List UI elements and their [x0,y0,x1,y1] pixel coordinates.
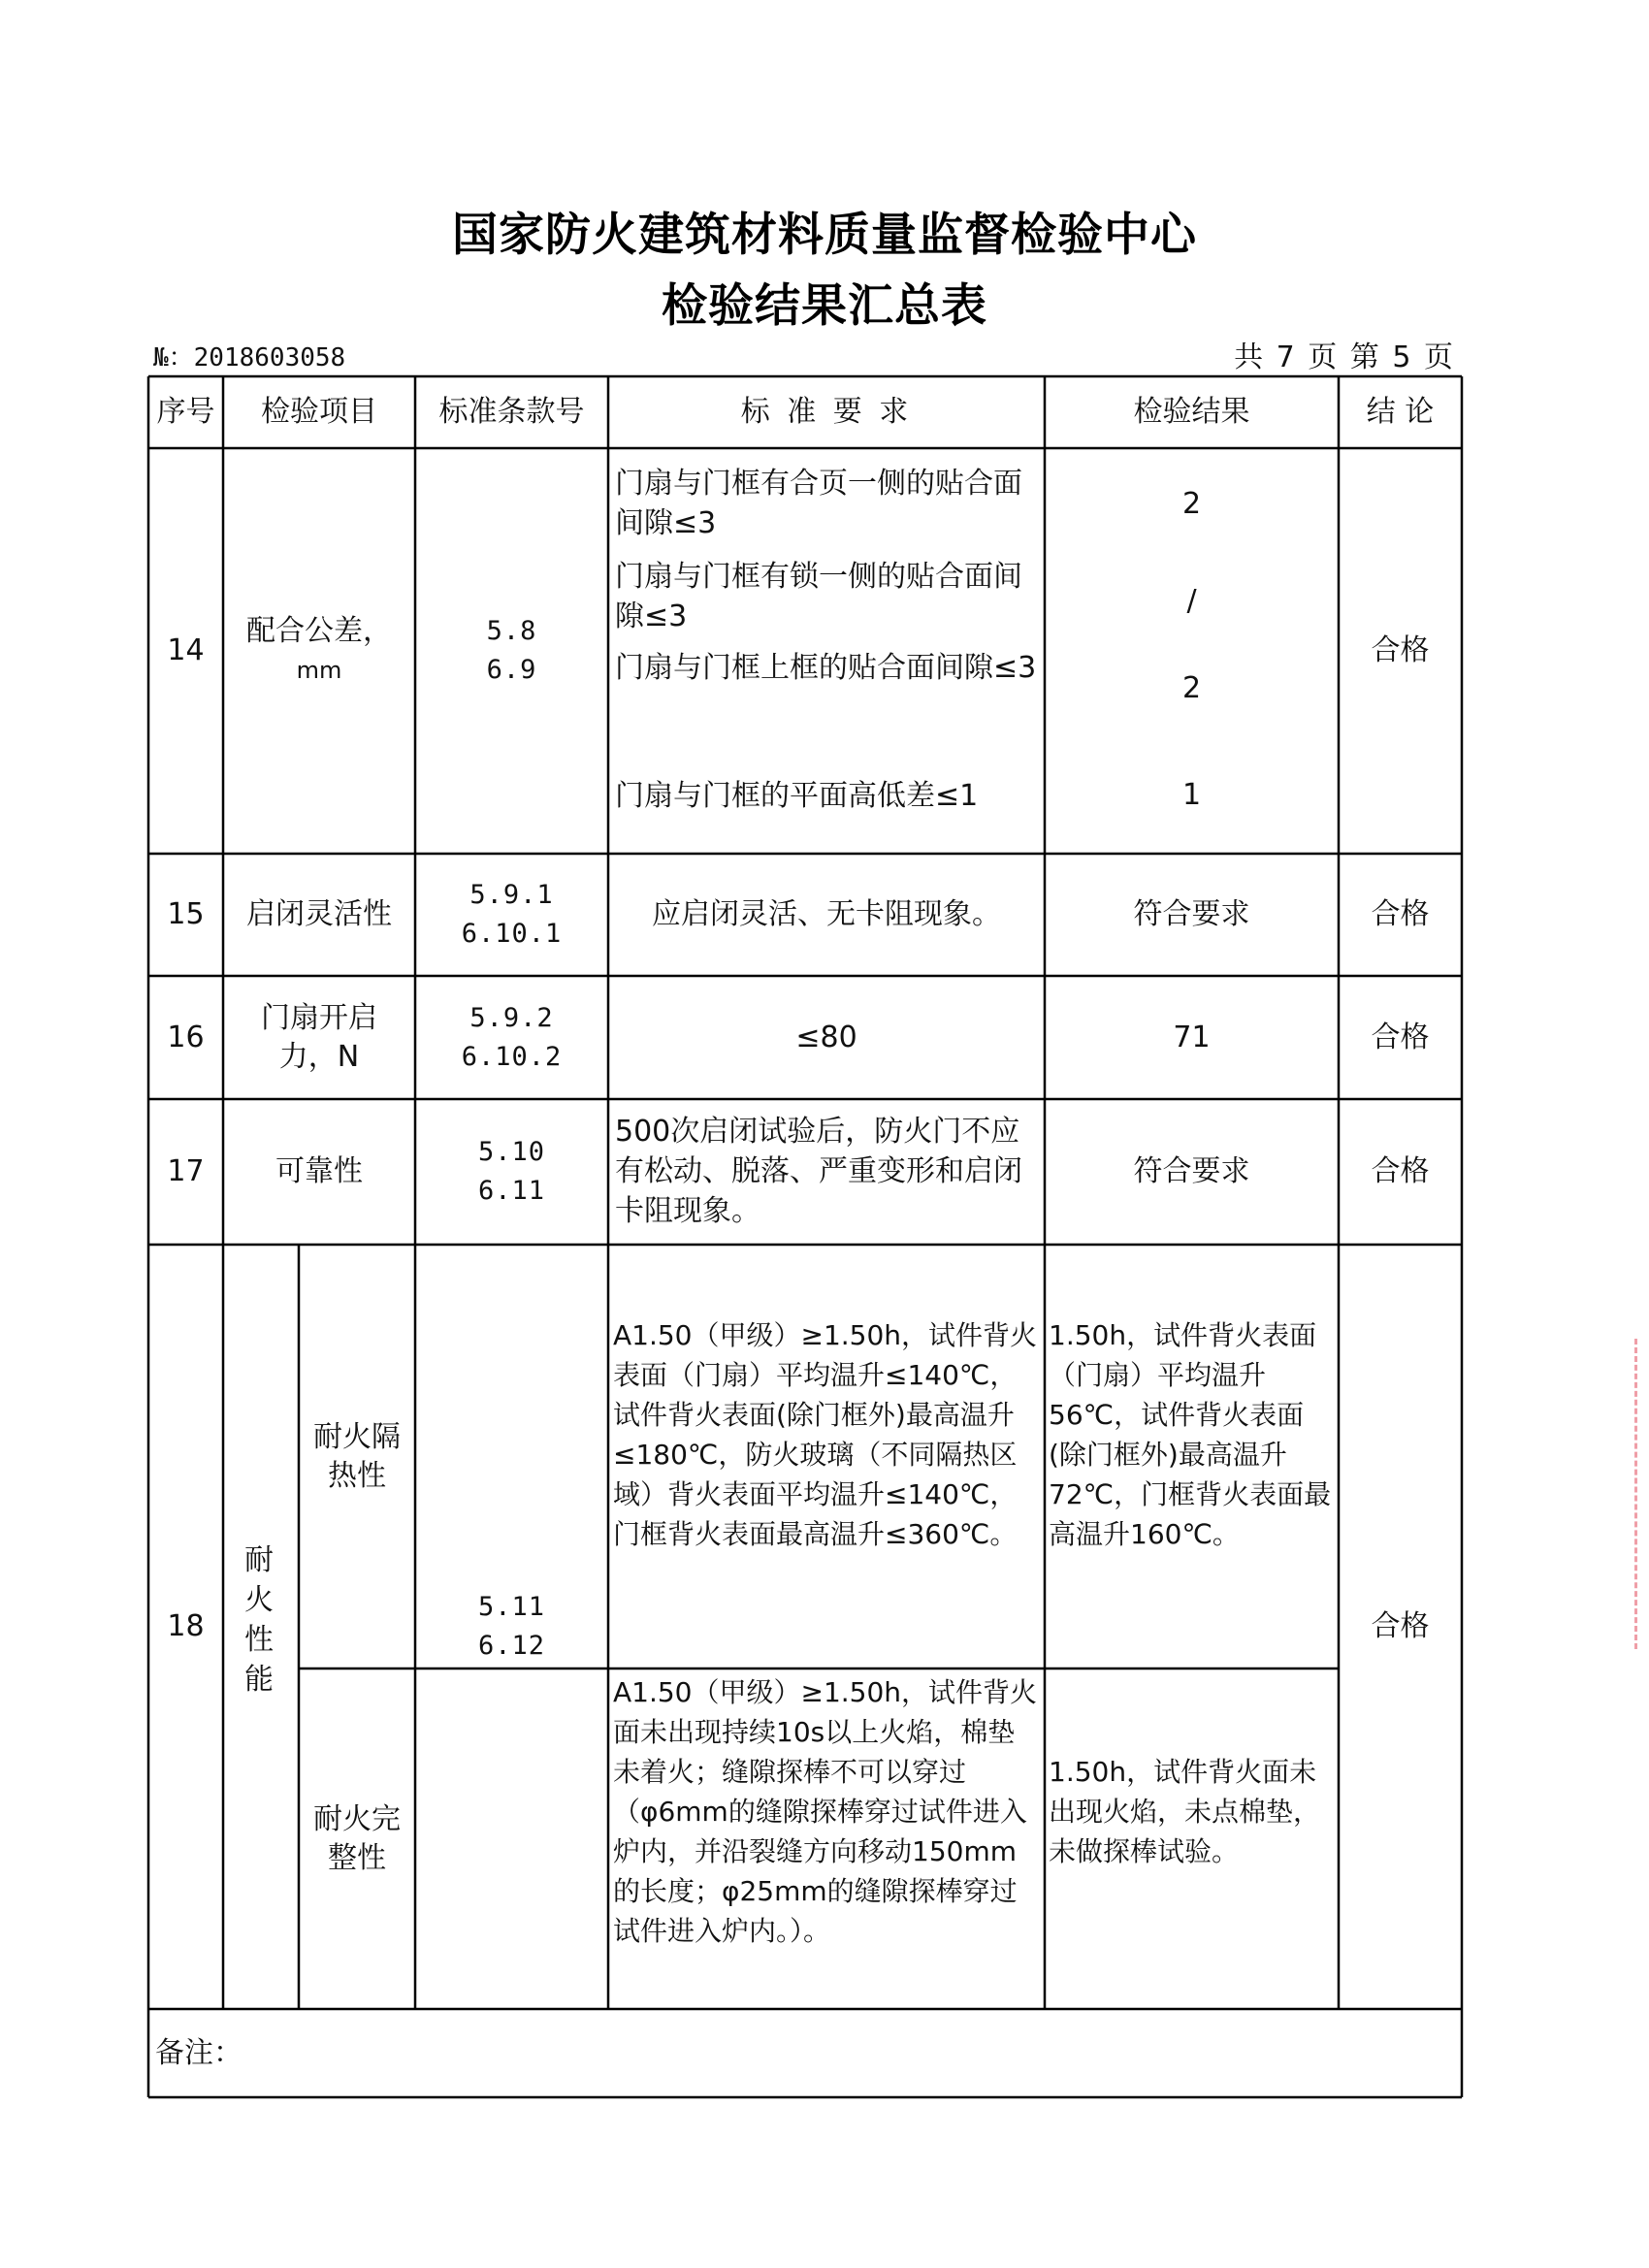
row14-result-2: / [1186,584,1197,618]
row18-clause [415,1245,608,2009]
row15-conclusion: 合格 [1371,897,1430,931]
row15-clause [415,854,608,976]
row17-seq: 17 [167,1154,205,1188]
row17-clause [415,1099,608,1245]
page-info: 共 7 页 第 5 页 [1234,340,1455,374]
row14-clause-line1: 5.8 [486,616,537,646]
row18-sub2-result: 1.50h，试件背火面未出现火焰，未点棉垫，未做探棒试验。 [1049,1756,1321,1867]
row18-conclusion: 合格 [1371,1609,1430,1643]
row16-clause-line1: 5.9.2 [469,1002,554,1033]
row17-conclusion: 合格 [1371,1154,1430,1188]
row14-result-4: 1 [1181,778,1202,812]
row15-result: 符合要求 [1133,897,1250,931]
row18-sub1-result: 1.50h，试件背火表面（门扇）平均温升56℃，试件背火表面(除门框外)最高温升72℃，门框背火表面最高温升160℃。 [1049,1319,1332,1550]
row14-clause [415,448,608,854]
row14-result-1: 2 [1181,487,1202,521]
row15-item: 启闭灵活性 [246,897,392,931]
row15-clause-line1: 5.9.1 [469,880,554,910]
row16-clause [415,976,608,1099]
row14-item [223,448,415,854]
row14-item-line1: 配合公差， [246,614,392,648]
col-header-seq: 序号 [156,395,215,429]
row16-seq: 16 [167,1020,205,1054]
row18-sub2-requirement: A1.50（甲级）≥1.50h，试件背火面未出现持续10s以上火焰，棉垫未着火；缝隙探棒不可以穿过（φ6mm的缝隙探棒穿过试件进入炉内，并沿裂缝方向移动150mm的长度；φ25mm的缝隙探棒穿过试件进入炉内。）。 [613,1676,1038,1947]
row14-requirement-2: 门扇与门框有锁一侧的贴合面间隙≤3 [615,560,1022,633]
row14-conclusion: 合格 [1371,633,1430,667]
row17-clause-line2: 6.11 [477,1176,546,1206]
row15-requirement: 应启闭灵活、无卡阻现象。 [652,897,1001,931]
row16-conclusion: 合格 [1371,1020,1430,1054]
col-header-clause: 标准条款号 [438,395,585,429]
row17-item: 可靠性 [275,1154,363,1188]
row18-sub2-name: 耐火完整性 [313,1801,401,1875]
row14-result-3: 2 [1181,671,1202,705]
row14-seq: 14 [167,633,205,667]
seal-stamp-edge [1634,1339,1649,1649]
row18-clause-line1: 5.11 [477,1592,546,1622]
row16-item-line1: 门扇开启 [261,1000,377,1035]
report-number: №：2018603058 [153,343,346,373]
row16-item-line2: 力，N [278,1039,360,1074]
row14-item-line2: mm [296,657,342,684]
row16-requirement: ≤80 [795,1020,857,1054]
row14-requirement-4: 门扇与门框的平面高低差≤1 [615,779,979,813]
row14-clause-line2: 6.9 [486,655,537,685]
row16-item [223,976,415,1099]
org-title: 国家防火建筑材料质量监督检验中心 [452,209,1197,262]
row14-requirement-1: 门扇与门框有合页一侧的贴合面间隙≤3 [615,467,1022,540]
col-header-item: 检验项目 [261,395,377,429]
col-header-requirement: 标 准 要 求 [740,395,913,429]
row15-seq: 15 [167,897,205,931]
row16-clause-line2: 6.10.2 [461,1041,563,1072]
col-header-conclusion: 结 论 [1366,395,1435,429]
sheet-title: 检验结果汇总表 [662,279,987,333]
row18-seq: 18 [167,1609,205,1643]
row18-clause-line2: 6.12 [477,1631,546,1661]
row17-requirement: 500次启闭试验后，防火门不应有松动、脱落、严重变形和启闭卡阻现象。 [615,1115,1022,1228]
row18-sub1-requirement: A1.50（甲级）≥1.50h，试件背火表面（门扇）平均温升≤140℃，试件背火表面(除门框外)最高温升≤180℃，防火玻璃（不同隔热区域）背火表面平均温升≤140℃，门框背火表面最高温升≤360℃。 [613,1319,1038,1550]
row14-requirement-3: 门扇与门框上框的贴合面间隙≤3 [615,651,1037,685]
row15-clause-line2: 6.10.1 [461,919,563,949]
row18-sub1-name: 耐火隔热性 [313,1419,401,1493]
row18-group: 耐火性能 [244,1543,274,1697]
col-header-result: 检验结果 [1133,395,1250,429]
remarks-label: 备注： [155,2035,242,2070]
row17-clause-line1: 5.10 [477,1137,546,1167]
row16-result: 71 [1173,1020,1211,1054]
row17-result: 符合要求 [1133,1154,1250,1188]
